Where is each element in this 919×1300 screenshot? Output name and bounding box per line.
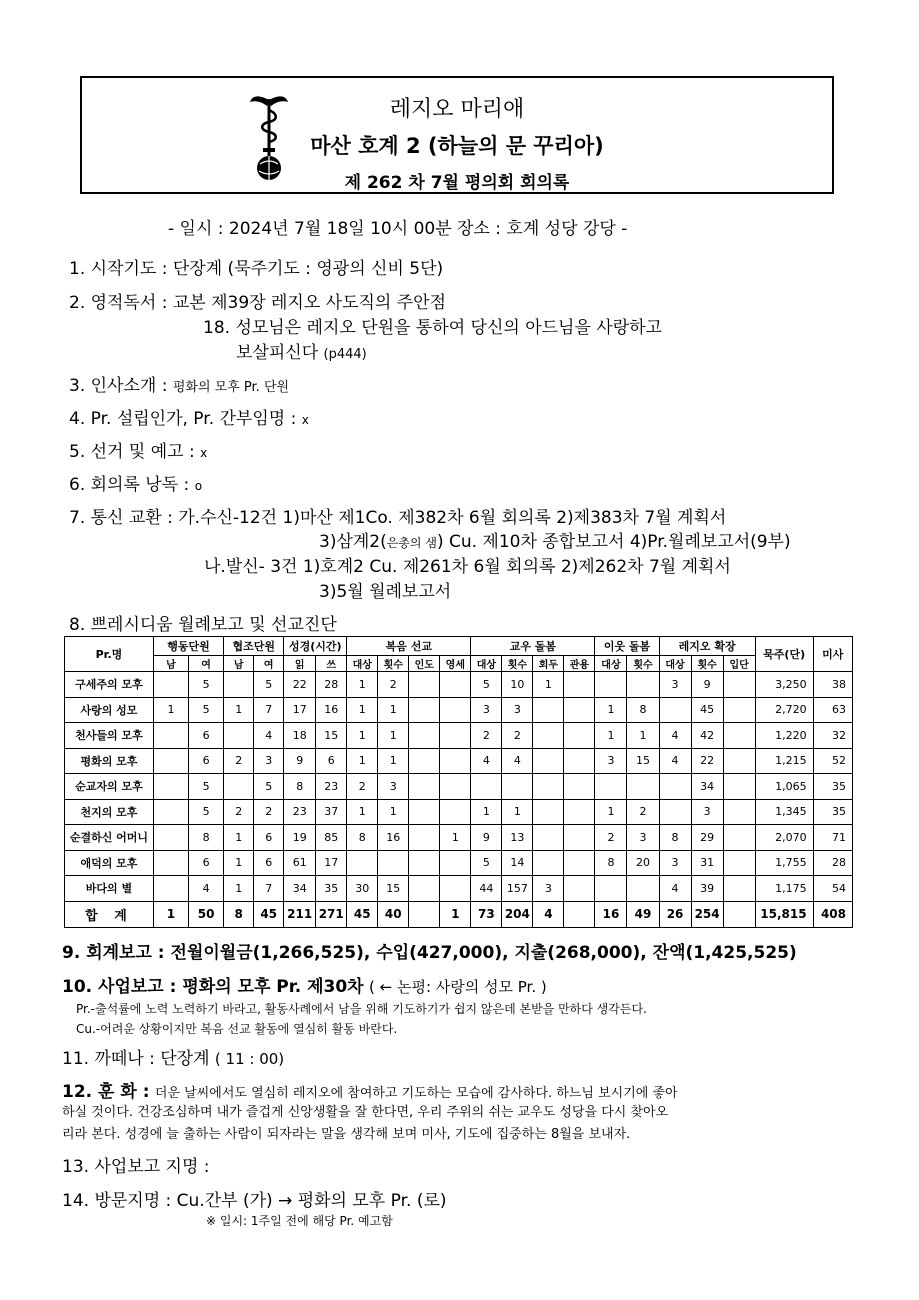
table-cell: 3	[471, 697, 502, 723]
table-cell	[440, 723, 471, 749]
table-cell: 49	[627, 901, 659, 927]
table-cell: 16	[316, 697, 347, 723]
group-auxiliary-members: 협조단원	[224, 637, 284, 656]
table-cell	[153, 723, 188, 749]
table-cell: 1	[153, 697, 188, 723]
table-cell: 4	[659, 876, 691, 902]
table-cell: 5	[189, 697, 224, 723]
item-correspondence-received: 7. 통신 교환 : 가.수신-12건 1)마산 제1Co. 제382차 6월 회의록 2)제383차 7월 계획서	[69, 508, 727, 528]
table-cell: 18	[284, 723, 316, 749]
table-cell	[440, 774, 471, 800]
table-cell: 2	[224, 799, 254, 825]
table-cell: 6	[316, 748, 347, 774]
table-cell: 4	[189, 876, 224, 902]
table-cell: 6	[189, 748, 224, 774]
table-cell: 16	[378, 825, 409, 851]
subheader: 남	[153, 656, 188, 672]
table-cell: 7	[254, 697, 284, 723]
subheader: 영세	[440, 656, 471, 672]
table-cell: 37	[316, 799, 347, 825]
table-cell: 1,220	[755, 723, 813, 749]
item-spiritual-reading-detail: 18. 성모님은 레지오 단원을 통하여 당신의 아드님을 사랑하고	[203, 318, 662, 338]
table-cell: 2	[254, 799, 284, 825]
subheader: 횟수	[627, 656, 659, 672]
group-neighbor-care: 이웃 돌봄	[595, 637, 659, 656]
legion-title: 레지오 마리애	[389, 97, 525, 122]
table-cell: 3	[254, 748, 284, 774]
subheader: 대상	[595, 656, 627, 672]
table-cell: 22	[691, 748, 723, 774]
table-cell: 63	[813, 697, 852, 723]
table-cell: 1,755	[755, 850, 813, 876]
table-cell	[471, 774, 502, 800]
table-cell	[723, 825, 755, 851]
group-bible-hours: 성경(시간)	[284, 637, 347, 656]
table-cell: 15	[316, 723, 347, 749]
table-cell: 3	[691, 799, 723, 825]
item-visit-designation: 14. 방문지명 : Cu.간부 (가) → 평화의 모후 Pr. (로)	[62, 1191, 447, 1211]
table-cell: 4	[254, 723, 284, 749]
table-cell: 1	[224, 850, 254, 876]
table-row	[65, 723, 853, 749]
table-cell: 8	[224, 901, 254, 927]
table-cell: 8	[659, 825, 691, 851]
table-cell	[153, 876, 188, 902]
table-cell	[409, 850, 440, 876]
table-cell	[440, 876, 471, 902]
table-cell: 32	[813, 723, 852, 749]
table-cell: 157	[502, 876, 533, 902]
subheader: 읽	[284, 656, 316, 672]
table-cell	[440, 697, 471, 723]
table-cell	[440, 850, 471, 876]
table-cell: 16	[595, 901, 627, 927]
table-cell: 8	[284, 774, 316, 800]
table-cell: 2	[347, 774, 378, 800]
table-cell: 4	[502, 748, 533, 774]
business-report-pr-comment: Pr.-출석률에 노력 노력하기 바라고, 활동사례에서 남을 위해 기도하기가 쉽지 않은데 본받을 만하다 생각든다.	[76, 1002, 647, 1016]
table-cell: 2	[627, 799, 659, 825]
table-cell	[564, 723, 595, 749]
table-cell	[409, 723, 440, 749]
table-cell: 1	[595, 799, 627, 825]
table-cell	[723, 697, 755, 723]
subheader: 회두	[533, 656, 564, 672]
table-cell: 8	[347, 825, 378, 851]
table-cell: 1	[347, 748, 378, 774]
item-establishment: 4. Pr. 설립인가, Pr. 간부임명 : x	[69, 409, 309, 429]
table-cell	[627, 876, 659, 902]
table-cell	[409, 748, 440, 774]
table-cell	[533, 748, 564, 774]
table-cell	[409, 825, 440, 851]
table-row	[65, 748, 853, 774]
table-cell: 8	[189, 825, 224, 851]
table-cell: 9	[284, 748, 316, 774]
table-cell	[723, 799, 755, 825]
table-cell: 1	[347, 697, 378, 723]
table-cell	[595, 672, 627, 698]
table-cell	[409, 901, 440, 927]
table-cell: 3	[533, 876, 564, 902]
table-cell: 4	[471, 748, 502, 774]
table-cell	[409, 799, 440, 825]
table-cell	[564, 697, 595, 723]
subheader: 횟수	[378, 656, 409, 672]
table-cell: 1	[153, 901, 188, 927]
table-cell: 1	[595, 723, 627, 749]
table-cell	[564, 901, 595, 927]
table-cell: 9	[691, 672, 723, 698]
item-opening-prayer: 1. 시작기도 : 단장계 (묵주기도 : 영광의 신비 5단)	[69, 259, 444, 279]
subheader: 입단	[723, 656, 755, 672]
table-cell	[564, 799, 595, 825]
table-cell: 50	[189, 901, 224, 927]
table-cell: 39	[691, 876, 723, 902]
document-header	[80, 76, 834, 194]
pr-name-cell: 합 계	[65, 901, 154, 927]
table-group-header	[65, 637, 853, 656]
table-cell	[347, 850, 378, 876]
table-cell	[564, 774, 595, 800]
table-cell: 2	[502, 723, 533, 749]
table-cell: 6	[189, 850, 224, 876]
business-report-cu-comment: Cu.-어려운 상황이지만 복음 선교 활동에 열심히 활동 바란다.	[76, 1022, 398, 1036]
table-cell	[564, 825, 595, 851]
table-cell	[440, 672, 471, 698]
table-cell: 3,250	[755, 672, 813, 698]
table-cell: 3	[595, 748, 627, 774]
table-cell: 23	[316, 774, 347, 800]
table-cell	[224, 672, 254, 698]
subheader: 인도	[409, 656, 440, 672]
table-cell	[723, 774, 755, 800]
table-cell: 6	[189, 723, 224, 749]
col-rosary: 묵주(단)	[755, 637, 813, 672]
table-cell: 61	[284, 850, 316, 876]
table-cell: 7	[254, 876, 284, 902]
subheader: 횟수	[502, 656, 533, 672]
table-row	[65, 799, 853, 825]
table-row	[65, 850, 853, 876]
table-cell: 45	[691, 697, 723, 723]
item-catena: 11. 까떼나 : 단장계 ( 11 : 00)	[62, 1049, 285, 1069]
table-cell	[440, 799, 471, 825]
table-cell: 71	[813, 825, 852, 851]
subheader: 여	[189, 656, 224, 672]
table-cell	[409, 672, 440, 698]
table-cell	[627, 774, 659, 800]
table-cell: 23	[284, 799, 316, 825]
table-row	[65, 825, 853, 851]
table-row	[65, 697, 853, 723]
table-cell: 1	[378, 723, 409, 749]
table-cell: 3	[659, 672, 691, 698]
table-cell: 29	[691, 825, 723, 851]
table-cell: 2,720	[755, 697, 813, 723]
table-cell	[533, 723, 564, 749]
table-cell: 34	[284, 876, 316, 902]
table-cell: 204	[502, 901, 533, 927]
table-sub-header	[65, 656, 853, 672]
table-cell: 52	[813, 748, 852, 774]
table-cell: 35	[813, 774, 852, 800]
table-cell: 26	[659, 901, 691, 927]
table-cell: 9	[471, 825, 502, 851]
item-business-report: 10. 사업보고 : 평화의 모후 Pr. 제30차 ( ← 논평: 사랑의 성모 Pr. )	[62, 977, 547, 997]
table-cell	[659, 697, 691, 723]
table-cell: 1	[440, 825, 471, 851]
table-cell: 3	[627, 825, 659, 851]
table-cell: 54	[813, 876, 852, 902]
table-cell: 1	[378, 799, 409, 825]
table-cell: 1	[224, 825, 254, 851]
pr-name-cell: 사랑의 성모	[65, 697, 154, 723]
item-election: 5. 선거 및 예고 : x	[69, 442, 208, 462]
table-cell: 73	[471, 901, 502, 927]
table-cell: 35	[316, 876, 347, 902]
allocutio-line-3: 리라 본다. 성경에 늘 출하는 사람이 되자라는 말을 생각해 보며 미사, 기도에 집중하는 8월을 보내자.	[62, 1127, 631, 1142]
table-cell: 1	[378, 748, 409, 774]
table-cell: 1	[595, 697, 627, 723]
item-correspondence-received-2: 3)삼계2(은총의 샘) Cu. 제10차 종합보고서 4)Pr.월례보고서(9부)	[319, 532, 791, 552]
table-cell: 15	[627, 748, 659, 774]
table-cell	[533, 774, 564, 800]
table-cell: 1	[471, 799, 502, 825]
table-cell: 42	[691, 723, 723, 749]
table-cell: 5	[471, 850, 502, 876]
table-cell: 4	[659, 723, 691, 749]
meeting-info: - 일시 : 2024년 7월 18일 10시 00분 장소 : 호계 성당 강당 -	[168, 219, 628, 239]
table-cell	[153, 672, 188, 698]
table-total-row	[65, 901, 853, 927]
table-cell: 44	[471, 876, 502, 902]
group-active-members: 행동단원	[153, 637, 223, 656]
table-cell: 1	[533, 672, 564, 698]
pr-name-cell: 천사들의 모후	[65, 723, 154, 749]
table-cell: 38	[813, 672, 852, 698]
curia-title: 마산 호계 2 (하늘의 문 꾸리아)	[310, 134, 604, 158]
pr-name-cell: 순교자의 모후	[65, 774, 154, 800]
table-row	[65, 672, 853, 698]
table-cell: 5	[254, 774, 284, 800]
table-cell: 2	[378, 672, 409, 698]
table-row	[65, 876, 853, 902]
table-cell	[153, 850, 188, 876]
table-cell: 28	[813, 850, 852, 876]
table-cell: 2,070	[755, 825, 813, 851]
table-cell	[440, 748, 471, 774]
table-cell: 211	[284, 901, 316, 927]
table-cell: 40	[378, 901, 409, 927]
table-cell	[595, 774, 627, 800]
table-cell: 5	[189, 672, 224, 698]
subheader: 쓰	[316, 656, 347, 672]
table-cell: 254	[691, 901, 723, 927]
item-report-designation: 13. 사업보고 지명 :	[62, 1157, 210, 1177]
table-cell	[409, 697, 440, 723]
table-cell	[723, 748, 755, 774]
table-cell	[409, 876, 440, 902]
table-cell: 2	[471, 723, 502, 749]
table-cell: 1	[627, 723, 659, 749]
table-cell: 1	[347, 723, 378, 749]
subheader: 대상	[471, 656, 502, 672]
table-cell	[502, 774, 533, 800]
monthly-report-table	[64, 636, 853, 928]
item-introduction: 3. 인사소개 : 평화의 모후 Pr. 단원	[69, 376, 290, 396]
table-cell	[533, 850, 564, 876]
table-cell: 5	[189, 774, 224, 800]
table-cell: 31	[691, 850, 723, 876]
table-cell: 17	[316, 850, 347, 876]
table-cell: 1	[378, 697, 409, 723]
table-cell: 20	[627, 850, 659, 876]
group-evangelization: 복음 선교	[347, 637, 471, 656]
subheader: 대상	[347, 656, 378, 672]
table-cell: 8	[595, 850, 627, 876]
table-cell: 1	[440, 901, 471, 927]
table-cell: 15,815	[755, 901, 813, 927]
table-cell: 45	[254, 901, 284, 927]
table-cell: 5	[254, 672, 284, 698]
allocutio-line-2: 하실 것이다. 건강조심하며 내가 즐겁게 신앙생활을 잘 한다면, 우리 주위의 쉬는 교우도 성당을 다시 찾아오	[62, 1105, 669, 1120]
table-row	[65, 774, 853, 800]
pr-name-cell: 구세주의 모후	[65, 672, 154, 698]
table-cell: 1,215	[755, 748, 813, 774]
table-cell: 1	[224, 697, 254, 723]
item-spiritual-reading-detail-2: 보살피신다 (p444)	[236, 343, 367, 363]
item-spiritual-reading: 2. 영적독서 : 교본 제39장 레지오 사도직의 주안점	[69, 293, 447, 313]
table-cell: 3	[502, 697, 533, 723]
table-cell	[723, 723, 755, 749]
minutes-title: 제 262 차 7월 평의회 회의록	[344, 173, 570, 193]
table-cell: 45	[347, 901, 378, 927]
table-cell: 408	[813, 901, 852, 927]
table-cell: 3	[659, 850, 691, 876]
table-cell	[153, 825, 188, 851]
item-allocutio: 12. 훈 화 : 더운 날씨에서도 열심히 레지오에 참여하고 기도하는 모습에 감사하다. 하느님 보시기에 좋아	[62, 1082, 678, 1102]
item-correspondence-sent-2: 3)5월 월례보고서	[319, 582, 452, 602]
table-cell	[533, 799, 564, 825]
item-accounting-report: 9. 회계보고 : 전월이월금(1,266,525), 수입(427,000), 지출(268,000), 잔액(1,425,525)	[62, 943, 797, 963]
table-cell	[659, 774, 691, 800]
table-cell: 19	[284, 825, 316, 851]
visit-note: ※ 일시: 1주일 전에 해당 Pr. 예고함	[206, 1214, 393, 1228]
table-cell	[153, 799, 188, 825]
table-cell	[723, 901, 755, 927]
table-cell: 6	[254, 850, 284, 876]
table-cell	[409, 774, 440, 800]
table-cell: 22	[284, 672, 316, 698]
table-cell	[564, 876, 595, 902]
table-cell: 13	[502, 825, 533, 851]
table-cell: 10	[502, 672, 533, 698]
table-cell: 1	[224, 876, 254, 902]
table-cell: 34	[691, 774, 723, 800]
group-parishioner-care: 교우 돌봄	[471, 637, 595, 656]
table-cell	[723, 672, 755, 698]
pr-name-cell: 천지의 모후	[65, 799, 154, 825]
item-minutes-reading: 6. 회의록 낭독 : o	[69, 475, 203, 495]
table-cell	[224, 723, 254, 749]
table-cell: 8	[627, 697, 659, 723]
table-cell	[564, 748, 595, 774]
table-cell: 2	[595, 825, 627, 851]
table-cell	[153, 774, 188, 800]
subheader: 여	[254, 656, 284, 672]
table-cell	[595, 876, 627, 902]
table-cell	[627, 672, 659, 698]
table-cell: 1,175	[755, 876, 813, 902]
subheader: 남	[224, 656, 254, 672]
table-cell	[153, 748, 188, 774]
table-cell	[723, 850, 755, 876]
table-cell: 1	[502, 799, 533, 825]
subheader: 대상	[659, 656, 691, 672]
item-correspondence-sent: 나.발신- 3건 1)호계2 Cu. 제261차 6월 회의록 2)제262차 7월 계획서	[204, 557, 731, 577]
col-mass: 미사	[813, 637, 852, 672]
table-cell: 5	[189, 799, 224, 825]
table-cell: 3	[378, 774, 409, 800]
group-legio-expansion: 레지오 확장	[659, 637, 755, 656]
table-cell: 30	[347, 876, 378, 902]
table-cell	[378, 850, 409, 876]
table-cell: 2	[224, 748, 254, 774]
table-cell	[723, 876, 755, 902]
table-cell: 17	[284, 697, 316, 723]
pr-name-cell: 순결하신 어머니	[65, 825, 154, 851]
pr-name-cell: 평화의 모후	[65, 748, 154, 774]
table-cell: 85	[316, 825, 347, 851]
col-pr-name: Pr.명	[65, 637, 154, 672]
table-cell: 4	[533, 901, 564, 927]
table-cell: 35	[813, 799, 852, 825]
table-cell	[564, 850, 595, 876]
table-cell	[533, 697, 564, 723]
table-cell: 1	[347, 799, 378, 825]
pr-name-cell: 애덕의 모후	[65, 850, 154, 876]
table-cell: 1,345	[755, 799, 813, 825]
table-cell: 1,065	[755, 774, 813, 800]
table-cell: 1	[347, 672, 378, 698]
table-cell: 5	[471, 672, 502, 698]
table-cell	[564, 672, 595, 698]
table-cell: 28	[316, 672, 347, 698]
table-cell: 15	[378, 876, 409, 902]
table-cell: 271	[316, 901, 347, 927]
table-cell: 4	[659, 748, 691, 774]
table-cell	[224, 774, 254, 800]
pr-name-cell: 바다의 별	[65, 876, 154, 902]
table-cell	[659, 799, 691, 825]
table-cell	[533, 825, 564, 851]
table-cell: 6	[254, 825, 284, 851]
item-monthly-report-heading: 8. 쁘레시디움 월례보고 및 선교진단	[69, 615, 337, 635]
table-cell: 14	[502, 850, 533, 876]
subheader: 관용	[564, 656, 595, 672]
subheader: 횟수	[691, 656, 723, 672]
